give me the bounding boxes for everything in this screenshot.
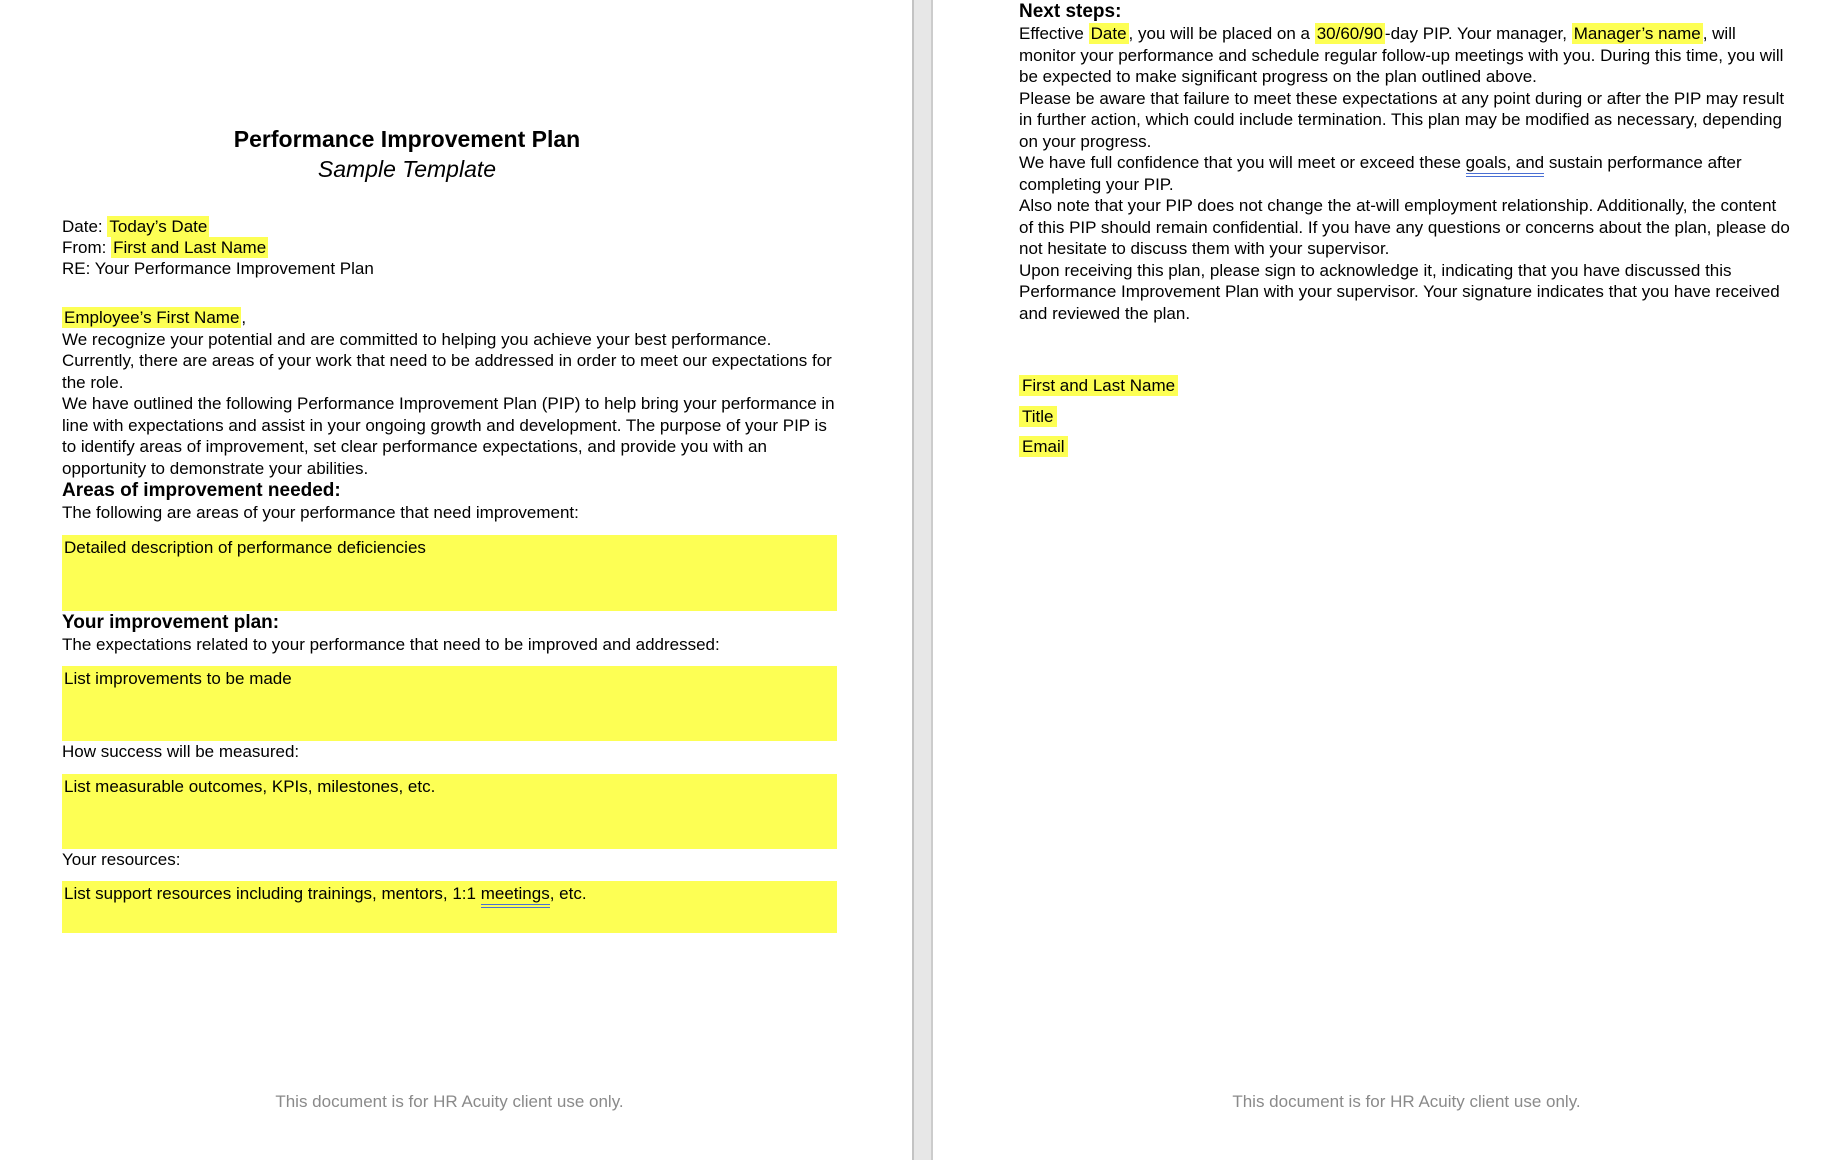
signature-email-line (1019, 436, 1844, 458)
page1-footer: This document is for HR Acuity client use only. (275, 1092, 624, 1111)
signature-block (1019, 375, 1844, 458)
employee-name-placeholder[interactable]: Employee’s First Name (64, 308, 240, 327)
page-divider (912, 0, 933, 1160)
plan-heading: Your improvement plan: (62, 611, 280, 633)
resources-placeholder-text-1: List support resources including trainings, mentors, 1:1 (64, 884, 481, 903)
document-title: Performance Improvement Plan (233, 126, 581, 152)
next-steps-paragraph-3 (1019, 152, 1794, 195)
manager-name-placeholder[interactable]: Manager’s name (1573, 24, 1701, 43)
document-subtitle: Sample Template (317, 156, 497, 182)
meta-block (62, 216, 912, 279)
signature-email-placeholder[interactable]: Email (1019, 436, 1068, 457)
next-steps-paragraph-4: Also note that your PIP does not change the at-will employment relationship. Additionally, the content of this PIP should remain confidential. If you have any questions or concerns about the plan, please do not hesitate to discuss them with your supervisor. (1019, 196, 1790, 258)
intro-paragraph-1: We recognize your potential and are committed to helping you achieve your best performance. Currently, there are areas of your work that need to be addressed in order to meet our expectations for the role. (62, 329, 832, 392)
meta-from-line (62, 237, 912, 258)
date-label: Date: (62, 217, 108, 236)
p1-text-2: , you will be placed on a (1128, 24, 1315, 43)
p1-text-3: -day PIP. Your manager, (1384, 24, 1572, 43)
resources-label: Your resources: (62, 849, 181, 869)
signature-title-line (1019, 406, 1844, 428)
signature-name-line (1019, 375, 1844, 397)
p3-text-2: sustain performance after completing your PIP. (1019, 153, 1742, 194)
salutation-line (62, 307, 912, 329)
next-steps-paragraph-5: Upon receiving this plan, please sign to acknowledge it, indicating that you have discussed this Performance Improvement Plan with your supervisor. Your signature indicates that you have received and reviewed the plan. (1019, 260, 1780, 323)
p3-text-1: We have full confidence that you will meet or exceed these (1019, 153, 1466, 172)
next-steps-paragraph-1 (1019, 23, 1794, 88)
meta-re-line: RE: Your Performance Improvement Plan (62, 259, 374, 278)
plan-placeholder-text: List improvements to be made (64, 669, 292, 688)
page-1 (0, 0, 912, 1160)
page2-footer: This document is for HR Acuity client use only. (1232, 1092, 1581, 1111)
p1-text-1: Effective (1019, 24, 1089, 43)
intro-paragraph-2: We have outlined the following Performance Improvement Plan (PIP) to help bring your performance in line with expectations and assist in your ongoing growth and development. The purpose of your PIP is to identify areas of improvement, set clear performance expectations, and provide you with an opportunity to demonstrate your abilities. (62, 394, 835, 478)
salutation-comma: , (241, 308, 247, 327)
next-steps-heading: Next steps: (1019, 1, 1122, 22)
areas-intro: The following are areas of your performance that need improvement: (62, 503, 579, 522)
title-block (62, 124, 752, 184)
resources-placeholder-box[interactable] (62, 881, 837, 933)
resources-placeholder-text-2: , etc. (549, 884, 587, 903)
pip-duration-placeholder[interactable]: 30/60/90 (1316, 24, 1383, 43)
grammar-suggestion-meetings[interactable]: meetings (481, 884, 550, 908)
areas-placeholder-text: Detailed description of performance deficiencies (64, 537, 426, 557)
p1-text-4: , will monitor your performance and schedule regular follow-up meetings with you. During this time, you will be expected to make significant progress on the plan outlined above. (1019, 24, 1784, 86)
page-2 (933, 0, 1844, 1160)
meta-date-line (62, 216, 912, 237)
plan-intro: The expectations related to your performance that need to be improved and addressed: (62, 634, 720, 654)
from-label: From: (62, 238, 112, 257)
from-placeholder[interactable]: First and Last Name (113, 238, 267, 257)
signature-name-placeholder[interactable]: First and Last Name (1019, 375, 1178, 396)
plan-placeholder-box[interactable] (62, 666, 837, 741)
signature-title-placeholder[interactable]: Title (1019, 406, 1057, 427)
measure-placeholder-text: List measurable outcomes, KPIs, milestones, etc. (64, 776, 436, 796)
date-placeholder[interactable]: Today’s Date (109, 217, 208, 236)
effective-date-placeholder[interactable]: Date (1090, 24, 1127, 43)
areas-placeholder-box[interactable] (62, 535, 837, 611)
grammar-suggestion-goals[interactable]: goals, and (1466, 153, 1544, 177)
measure-label: How success will be measured: (62, 742, 300, 761)
next-steps-paragraph-2: Please be aware that failure to meet these expectations at any point during or after the PIP may result in further action, which could include termination. This plan may be modified as necessary, depending on your progress. (1019, 88, 1785, 151)
measure-placeholder-box[interactable] (62, 774, 837, 849)
areas-heading: Areas of improvement needed: (62, 480, 341, 501)
